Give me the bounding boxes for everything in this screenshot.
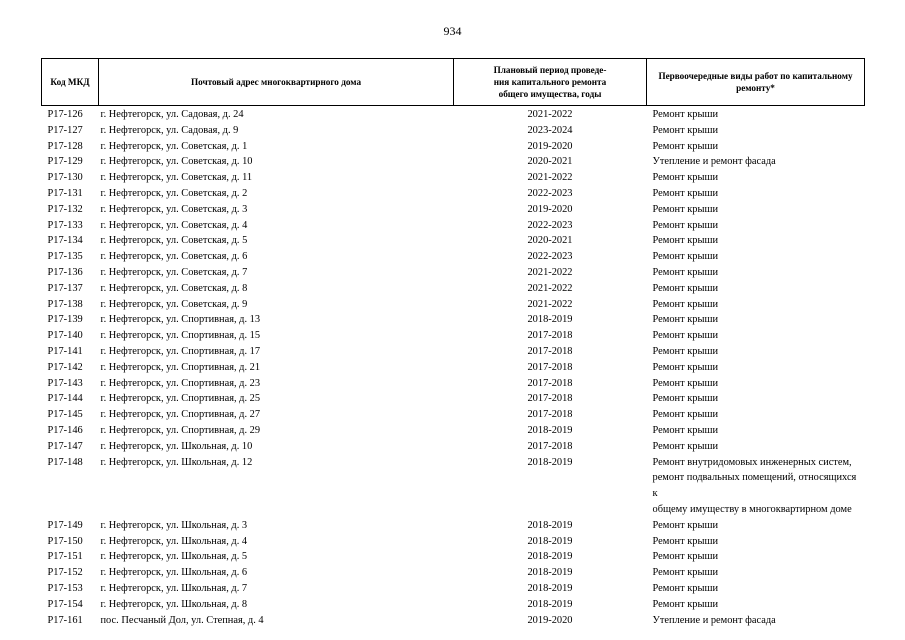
header-code: Код МКД xyxy=(42,59,99,106)
cell-work xyxy=(647,202,865,218)
table-row xyxy=(42,328,865,344)
cell-work-line: Ремонт крыши xyxy=(652,187,719,199)
cell-period: 2018-2019 xyxy=(527,535,573,547)
header-period xyxy=(454,59,647,106)
table-row xyxy=(42,597,865,613)
cell-period: 2021-2022 xyxy=(527,298,573,310)
cell-work-line: Ремонт внутридомовых инженерных систем, xyxy=(652,456,852,468)
cell-work-line: Ремонт крыши xyxy=(652,282,719,294)
table-row xyxy=(42,534,865,550)
cell-period: 2018-2019 xyxy=(527,314,573,326)
cell-code: Р17-132 xyxy=(47,203,83,215)
cell-work xyxy=(647,170,865,186)
cell-code: Р17-147 xyxy=(47,440,83,452)
table-row xyxy=(42,281,865,297)
table-row xyxy=(42,218,865,234)
cell-address: г. Нефтегорск, ул. Советская, д. 10 xyxy=(100,156,253,168)
cell-code: Р17-154 xyxy=(47,598,83,610)
page-number: 934 xyxy=(443,24,462,38)
cell-address: г. Нефтегорск, ул. Школьная, д. 12 xyxy=(100,456,253,468)
header-work-line: Первоочередные виды работ по капитальному xyxy=(658,71,853,81)
header-period-line: Плановый период проведе- xyxy=(493,65,607,75)
cell-address: г. Нефтегорск, ул. Спортивная, д. 21 xyxy=(100,361,261,373)
table-row xyxy=(42,202,865,218)
cell-period: 2021-2022 xyxy=(527,172,573,184)
cell-address: г. Нефтегорск, ул. Советская, д. 1 xyxy=(100,140,248,152)
table-body xyxy=(42,106,865,629)
header-work-line: ремонту* xyxy=(736,83,775,93)
cell-work xyxy=(647,233,865,249)
table-row xyxy=(42,581,865,597)
cell-work xyxy=(647,597,865,613)
cell-period: 2021-2022 xyxy=(527,282,573,294)
cell-work xyxy=(647,281,865,297)
cell-work-line: Ремонт крыши xyxy=(652,393,719,405)
cell-work xyxy=(647,218,865,234)
cell-work-line: Ремонт крыши xyxy=(652,424,719,436)
cell-work-line: Ремонт крыши xyxy=(652,251,719,263)
cell-work-line: Ремонт крыши xyxy=(652,582,719,594)
cell-work-line: Ремонт крыши xyxy=(652,203,719,215)
cell-period: 2023-2024 xyxy=(527,124,573,136)
cell-code: Р17-151 xyxy=(47,551,83,563)
header-period-line: общего имущества, годы xyxy=(498,89,602,99)
cell-period: 2018-2019 xyxy=(527,551,573,563)
cell-address: г. Нефтегорск, ул. Школьная, д. 7 xyxy=(100,582,248,594)
cell-code: Р17-130 xyxy=(47,172,83,184)
cell-address: пос. Песчаный Дол, ул. Степная, д. 4 xyxy=(100,614,264,626)
cell-code: Р17-153 xyxy=(47,582,83,594)
cell-period: 2017-2018 xyxy=(527,393,573,405)
cell-work-line: Ремонт крыши xyxy=(652,440,719,452)
cell-code: Р17-128 xyxy=(47,140,83,152)
cell-work xyxy=(647,139,865,155)
cell-period: 2022-2023 xyxy=(527,251,573,263)
cell-address: г. Нефтегорск, ул. Советская, д. 8 xyxy=(100,282,248,294)
cell-address: г. Нефтегорск, ул. Садовая, д. 9 xyxy=(100,124,239,136)
cell-address: г. Нефтегорск, ул. Советская, д. 3 xyxy=(100,203,248,215)
cell-address: г. Нефтегорск, ул. Советская, д. 5 xyxy=(100,235,248,247)
cell-code: Р17-140 xyxy=(47,330,83,342)
cell-code: Р17-152 xyxy=(47,567,83,579)
table-row xyxy=(42,249,865,265)
table-row xyxy=(42,391,865,407)
cell-code: Р17-150 xyxy=(47,535,83,547)
cell-code: Р17-139 xyxy=(47,314,83,326)
cell-work-line: общему имуществу в многоквартирном доме xyxy=(652,503,852,515)
cell-period: 2022-2023 xyxy=(527,219,573,231)
cell-period: 2020-2021 xyxy=(527,235,573,247)
table-row xyxy=(42,439,865,455)
cell-period: 2019-2020 xyxy=(527,140,573,152)
table-row xyxy=(42,407,865,423)
cell-code: Р17-134 xyxy=(47,235,83,247)
cell-address: г. Нефтегорск, ул. Советская, д. 9 xyxy=(100,298,248,310)
cell-period: 2017-2018 xyxy=(527,377,573,389)
cell-work xyxy=(647,407,865,423)
cell-work xyxy=(647,154,865,170)
cell-period: 2018-2019 xyxy=(527,456,573,468)
cell-work xyxy=(647,249,865,265)
cell-work-line: Утепление и ремонт фасада xyxy=(652,156,776,168)
cell-address: г. Нефтегорск, ул. Школьная, д. 8 xyxy=(100,598,248,610)
cell-work-line: Ремонт крыши xyxy=(652,330,719,342)
cell-code: Р17-131 xyxy=(47,187,83,199)
cell-work-line: Ремонт крыши xyxy=(652,409,719,421)
cell-address: г. Нефтегорск, ул. Советская, д. 11 xyxy=(100,172,253,184)
table-row xyxy=(42,423,865,439)
cell-period: 2021-2022 xyxy=(527,266,573,278)
cell-address: г. Нефтегорск, ул. Садовая, д. 24 xyxy=(100,109,244,120)
cell-address: г. Нефтегорск, ул. Спортивная, д. 27 xyxy=(100,409,261,421)
table-row xyxy=(42,360,865,376)
cell-code: Р17-141 xyxy=(47,345,83,357)
header-period-line: ния капитального ремонта xyxy=(493,77,607,87)
table-row xyxy=(42,297,865,313)
cell-work xyxy=(647,549,865,565)
cell-work-line: Ремонт крыши xyxy=(652,377,719,389)
housing-repair-table xyxy=(41,58,865,628)
cell-period: 2018-2019 xyxy=(527,598,573,610)
cell-code: Р17-136 xyxy=(47,266,83,278)
cell-work-line: Ремонт крыши xyxy=(652,535,719,547)
cell-work xyxy=(647,455,865,518)
cell-code: Р17-145 xyxy=(47,409,83,421)
cell-work-line: Ремонт крыши xyxy=(652,345,719,357)
cell-work xyxy=(647,123,865,139)
cell-work xyxy=(647,344,865,360)
cell-address: г. Нефтегорск, ул. Школьная, д. 4 xyxy=(100,535,248,547)
cell-work xyxy=(647,265,865,281)
cell-work-line: Ремонт крыши xyxy=(652,140,719,152)
table-row xyxy=(42,455,865,518)
cell-work xyxy=(647,328,865,344)
cell-work-line: Ремонт крыши xyxy=(652,361,719,373)
cell-work-line: ремонт подвальных помещений, относящихся к xyxy=(652,472,857,500)
header-work xyxy=(647,59,865,106)
cell-work xyxy=(647,518,865,534)
table-row xyxy=(42,376,865,392)
cell-work-line: Ремонт крыши xyxy=(652,109,719,120)
cell-period: 2022-2023 xyxy=(527,187,573,199)
table-row xyxy=(42,565,865,581)
cell-work xyxy=(647,376,865,392)
cell-period: 2019-2020 xyxy=(527,203,573,215)
table-row xyxy=(42,123,865,139)
cell-period: 2019-2020 xyxy=(527,614,573,626)
cell-code: Р17-149 xyxy=(47,519,83,531)
cell-code: Р17-161 xyxy=(47,614,83,626)
table-row xyxy=(42,518,865,534)
cell-address: г. Нефтегорск, ул. Спортивная, д. 25 xyxy=(100,393,261,405)
cell-period: 2018-2019 xyxy=(527,582,573,594)
cell-work-line: Ремонт крыши xyxy=(652,219,719,231)
cell-period: 2021-2022 xyxy=(527,109,573,120)
table-row xyxy=(42,312,865,328)
cell-work-line: Ремонт крыши xyxy=(652,598,719,610)
table-row xyxy=(42,154,865,170)
cell-work xyxy=(647,423,865,439)
table-row xyxy=(42,344,865,360)
cell-address: г. Нефтегорск, ул. Спортивная, д. 17 xyxy=(100,345,261,357)
cell-work-line: Ремонт крыши xyxy=(652,266,719,278)
cell-code: Р17-138 xyxy=(47,298,83,310)
table-row xyxy=(42,186,865,202)
cell-work-line: Ремонт крыши xyxy=(652,314,719,326)
cell-code: Р17-146 xyxy=(47,424,83,436)
cell-period: 2017-2018 xyxy=(527,330,573,342)
cell-address: г. Нефтегорск, ул. Спортивная, д. 13 xyxy=(100,314,261,326)
table-row xyxy=(42,613,865,629)
cell-period: 2020-2021 xyxy=(527,156,573,168)
cell-work xyxy=(647,565,865,581)
cell-period: 2018-2019 xyxy=(527,519,573,531)
cell-code: Р17-148 xyxy=(47,456,83,468)
cell-address: г. Нефтегорск, ул. Советская, д. 6 xyxy=(100,251,248,263)
cell-work-line: Утепление и ремонт фасада xyxy=(652,614,776,626)
cell-code: Р17-143 xyxy=(47,377,83,389)
cell-address: г. Нефтегорск, ул. Школьная, д. 6 xyxy=(100,567,248,579)
cell-code: Р17-137 xyxy=(47,282,83,294)
cell-work xyxy=(647,312,865,328)
table-row xyxy=(42,265,865,281)
cell-work-line: Ремонт крыши xyxy=(652,519,719,531)
cell-code: Р17-133 xyxy=(47,219,83,231)
cell-work xyxy=(647,439,865,455)
cell-address: г. Нефтегорск, ул. Советская, д. 4 xyxy=(100,219,248,231)
cell-code: Р17-142 xyxy=(47,361,83,373)
cell-work xyxy=(647,534,865,550)
table-row xyxy=(42,106,865,123)
cell-period: 2018-2019 xyxy=(527,424,573,436)
table-row xyxy=(42,233,865,249)
cell-code: Р17-129 xyxy=(47,156,83,168)
cell-code: Р17-144 xyxy=(47,393,83,405)
cell-address: г. Нефтегорск, ул. Школьная, д. 10 xyxy=(100,440,253,452)
cell-code: Р17-135 xyxy=(47,251,83,263)
table-row xyxy=(42,170,865,186)
table-row xyxy=(42,139,865,155)
cell-work-line: Ремонт крыши xyxy=(652,235,719,247)
header-address: Почтовый адрес многоквартирного дома xyxy=(99,59,454,106)
cell-period: 2017-2018 xyxy=(527,361,573,373)
cell-work xyxy=(647,360,865,376)
cell-period: 2018-2019 xyxy=(527,567,573,579)
cell-address: г. Нефтегорск, ул. Советская, д. 7 xyxy=(100,266,248,278)
cell-address: г. Нефтегорск, ул. Спортивная, д. 29 xyxy=(100,424,261,436)
cell-code: Р17-127 xyxy=(47,124,83,136)
cell-address: г. Нефтегорск, ул. Школьная, д. 5 xyxy=(100,551,248,563)
cell-work xyxy=(647,581,865,597)
cell-work xyxy=(647,106,865,123)
cell-period: 2017-2018 xyxy=(527,409,573,421)
cell-work xyxy=(647,613,865,629)
cell-address: г. Нефтегорск, ул. Спортивная, д. 15 xyxy=(100,330,261,342)
cell-work xyxy=(647,391,865,407)
table-header-row xyxy=(42,59,865,106)
cell-period: 2017-2018 xyxy=(527,345,573,357)
cell-work-line: Ремонт крыши xyxy=(652,124,719,136)
cell-address: г. Нефтегорск, ул. Спортивная, д. 23 xyxy=(100,377,261,389)
cell-work-line: Ремонт крыши xyxy=(652,298,719,310)
cell-work xyxy=(647,186,865,202)
table-row xyxy=(42,549,865,565)
cell-address: г. Нефтегорск, ул. Советская, д. 2 xyxy=(100,187,248,199)
cell-work-line: Ремонт крыши xyxy=(652,567,719,579)
cell-period: 2017-2018 xyxy=(527,440,573,452)
cell-code: Р17-126 xyxy=(47,109,83,120)
cell-work-line: Ремонт крыши xyxy=(652,551,719,563)
cell-address: г. Нефтегорск, ул. Школьная, д. 3 xyxy=(100,519,248,531)
cell-work xyxy=(647,297,865,313)
cell-work-line: Ремонт крыши xyxy=(652,172,719,184)
